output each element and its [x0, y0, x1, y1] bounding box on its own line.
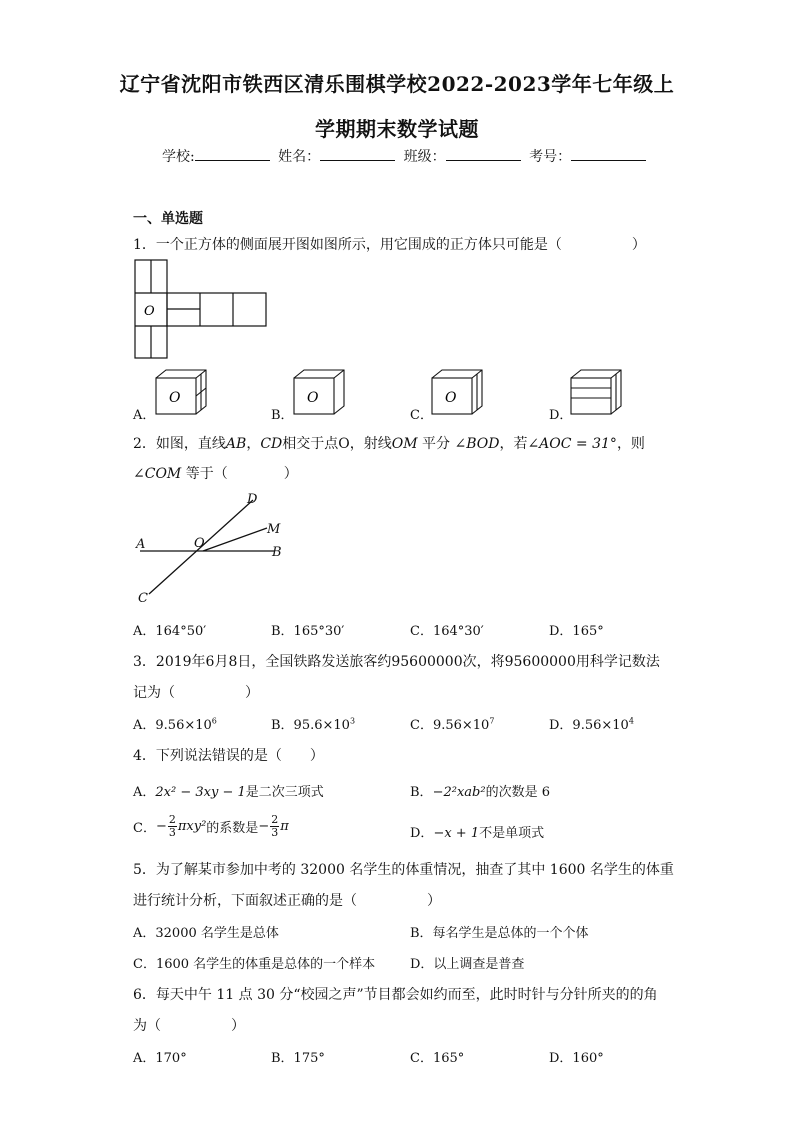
q6-option-c: C．165°	[410, 1051, 465, 1066]
q2-angle-figure	[130, 488, 300, 606]
school-blank	[195, 148, 270, 161]
cube-c-label: O	[445, 390, 457, 406]
q1-net-figure	[134, 259, 270, 360]
q3-stem-line2: 记为（ ）	[133, 685, 259, 701]
q3-option-a: A．$9.56\times 10^6$	[133, 716, 217, 733]
q1-option-a: A．	[133, 408, 156, 423]
q3-option-c: C．$9.56\times 10^7$	[410, 716, 495, 733]
q2-option-c: C．164°30′	[410, 624, 484, 639]
q4-option-a: A．2x² − 3xy − 1是二次三项式	[133, 785, 324, 800]
q4-option-c: C． − $\frac{2}{3}$ πxy² 的系数是 − $\frac{2}{3}$ π	[133, 813, 289, 839]
q6-stem-line2: 为（ ）	[133, 1018, 245, 1034]
name-blank	[320, 148, 395, 161]
net-label-o: O	[144, 304, 155, 319]
class-blank	[446, 148, 521, 161]
q6-option-d: D．160°	[549, 1051, 604, 1066]
q5-option-a: A．32000 名学生是总体	[133, 926, 279, 941]
label-o: O	[194, 536, 205, 551]
school-label: 学校:	[162, 149, 195, 165]
label-d: D	[247, 492, 258, 507]
class-label: 班级：	[403, 149, 446, 165]
q2-option-d: D．165°	[549, 624, 604, 639]
q4-option-d: D．−x + 1不是单项式	[410, 826, 545, 841]
q5-stem-line1: 5．为了解某市参加中考的 32000 名学生的体重情况，抽查了其中 1600 名学生的体重	[133, 862, 674, 878]
q5-option-b: B．每名学生是总体的一个个体	[410, 926, 589, 941]
q4-option-b: B．−2²xab²的次数是 6	[410, 785, 550, 800]
q3-stem-line1: 3．2019年6月8日，全国铁路发送旅客约95600000次，将95600000用科学记数法	[133, 654, 660, 670]
q1-option-d: D．	[549, 408, 573, 423]
name-label: 姓名：	[278, 149, 321, 165]
exam-title-line1: 辽宁省沈阳市铁西区清乐围棋学校2022-2023学年七年级上	[119, 72, 675, 96]
section-heading: 一、单选题	[133, 211, 203, 227]
label-m: M	[267, 522, 281, 537]
q5-option-c: C．1600 名学生的体重是总体的一个样本	[133, 957, 376, 972]
exam-title-line2: 学期期末数学试题	[315, 117, 479, 141]
cube-b-label: O	[307, 390, 319, 406]
q3-option-b: B．$95.6\times 10^3$	[271, 716, 356, 733]
q5-stem-line2: 进行统计分析，下面叙述正确的是（ ）	[133, 893, 441, 909]
fraction-2-3: $\frac{2}{3}$	[168, 813, 176, 839]
q2-option-b: B．165°30′	[271, 624, 345, 639]
q1-cube-c	[430, 368, 486, 416]
q2-stem-line1: 2．如图，直线AB，CD相交于点O，射线OM 平分 ∠BOD，若∠AOC = 31°，则	[133, 436, 645, 452]
q6-option-b: B．175°	[271, 1051, 325, 1066]
number-blank	[571, 148, 646, 161]
q6-option-a: A．170°	[133, 1051, 187, 1066]
label-b: B	[272, 545, 282, 560]
q1-option-b: B．	[271, 408, 294, 423]
cube-a-label: O	[169, 390, 181, 406]
q1-cube-a	[154, 368, 210, 416]
q2-stem-line2: ∠COM 等于（ ）	[133, 466, 298, 482]
label-c: C	[138, 591, 148, 606]
q5-option-d: D．以上调查是普查	[410, 957, 525, 972]
q1-cube-b	[292, 368, 348, 416]
q4-stem: 4．下列说法错误的是（ ）	[133, 748, 324, 764]
label-a: A	[136, 537, 146, 552]
fraction-2-3-b: $\frac{2}{3}$	[271, 813, 279, 839]
q2-option-a: A．164°50′	[133, 624, 207, 639]
number-label: 考号：	[529, 149, 572, 165]
q1-cube-d	[569, 368, 625, 416]
q1-stem: 1．一个正方体的侧面展开图如图所示，用它围成的正方体只可能是（ ）	[133, 237, 646, 253]
q3-option-d: D．$9.56\times 10^4$	[549, 716, 634, 733]
q1-option-c: C．	[410, 408, 433, 423]
student-info-line	[162, 146, 650, 166]
q6-stem-line1: 6．每天中午 11 点 30 分“校园之声”节目都会如约而至，此时时针与分针所夹的的角	[133, 987, 658, 1003]
